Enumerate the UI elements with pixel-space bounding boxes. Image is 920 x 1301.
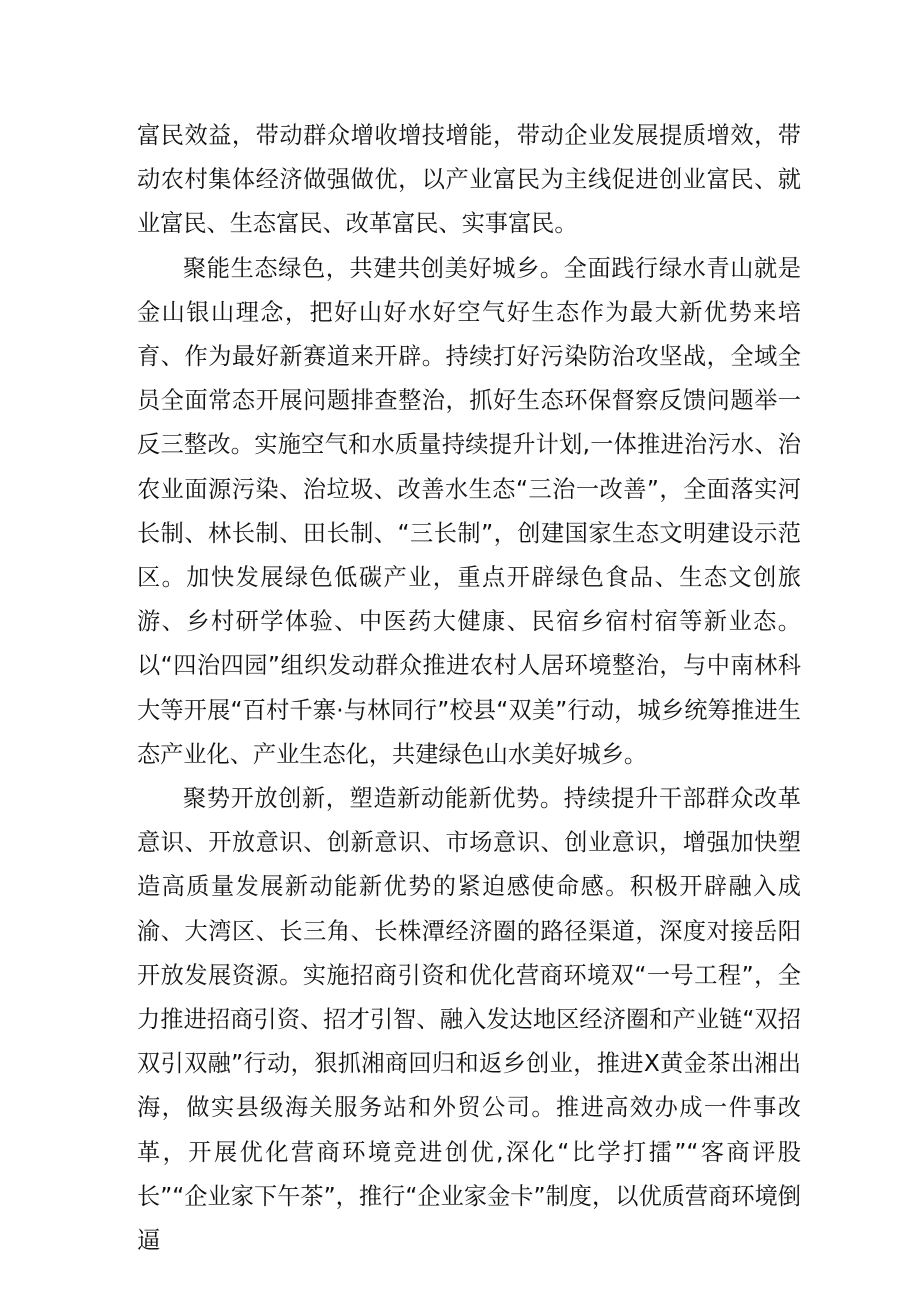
paragraph-prosperity-benefits: 富民效益，带动群众增收增技增能，带动企业发展提质增效，带动农村集体经济做强做优，以产业富民为主线促进创业富民、就业富民、生态富民、改革富民、实事富民。 <box>137 122 801 238</box>
paragraph-open-innovation: 聚势开放创新，塑造新动能新优势。持续提升干部群众改革意识、开放意识、创新意识、市场意识、创业意识，增强加快塑造高质量发展新动能新优势的紧迫感使命感。积极开辟融入成渝、大湾区、长三角、长株潭经济圈的路径渠道，深度对接岳阳开放发展资源。实施招商引资和优化营商环境双“一号工程”，全力推进招商引资、招才引智、融入发达地区经济圈和产业链“双招双引双融”行动，狠抓湘商回归和返乡创业，推进X黄金茶出湘出海，做实县级海关服务站和外贸公司。推进高效办成一件事改革，开展优化营商环境竞进创优,深化“比学打擂”“客商评股长”“企业家下午茶”，推行“企业家金卡”制度，以优质营商环境倒逼 <box>137 785 801 1255</box>
paragraph-ecological-green: 聚能生态绿色，共建共创美好城乡。全面践行绿水青山就是金山银山理念，把好山好水好空气好生态作为最大新优势来培育、作为最好新赛道来开辟。持续打好污染防治攻坚战，全域全员全面常态开展问题排查整治，抓好生态环保督察反馈问题举一反三整改。实施空气和水质量持续提升计划,一体推进治污水、治农业面源污染、治垃圾、改善水生态“三治一改善”，全面落实河长制、林长制、田长制、“三长制”，创建国家生态文明建设示范区。加快发展绿色低碳产业，重点开辟绿色食品、生态文创旅游、乡村研学体验、中医药大健康、民宿乡宿村宿等新业态。以“四治四园”组织发动群众推进农村人居环境整治，与中南林科大等开展“百村千寨·与林同行”校县“双美”行动，城乡统筹推进生态产业化、产业生态化，共建绿色山水美好城乡。 <box>137 254 801 768</box>
document-body <box>137 114 801 1263</box>
